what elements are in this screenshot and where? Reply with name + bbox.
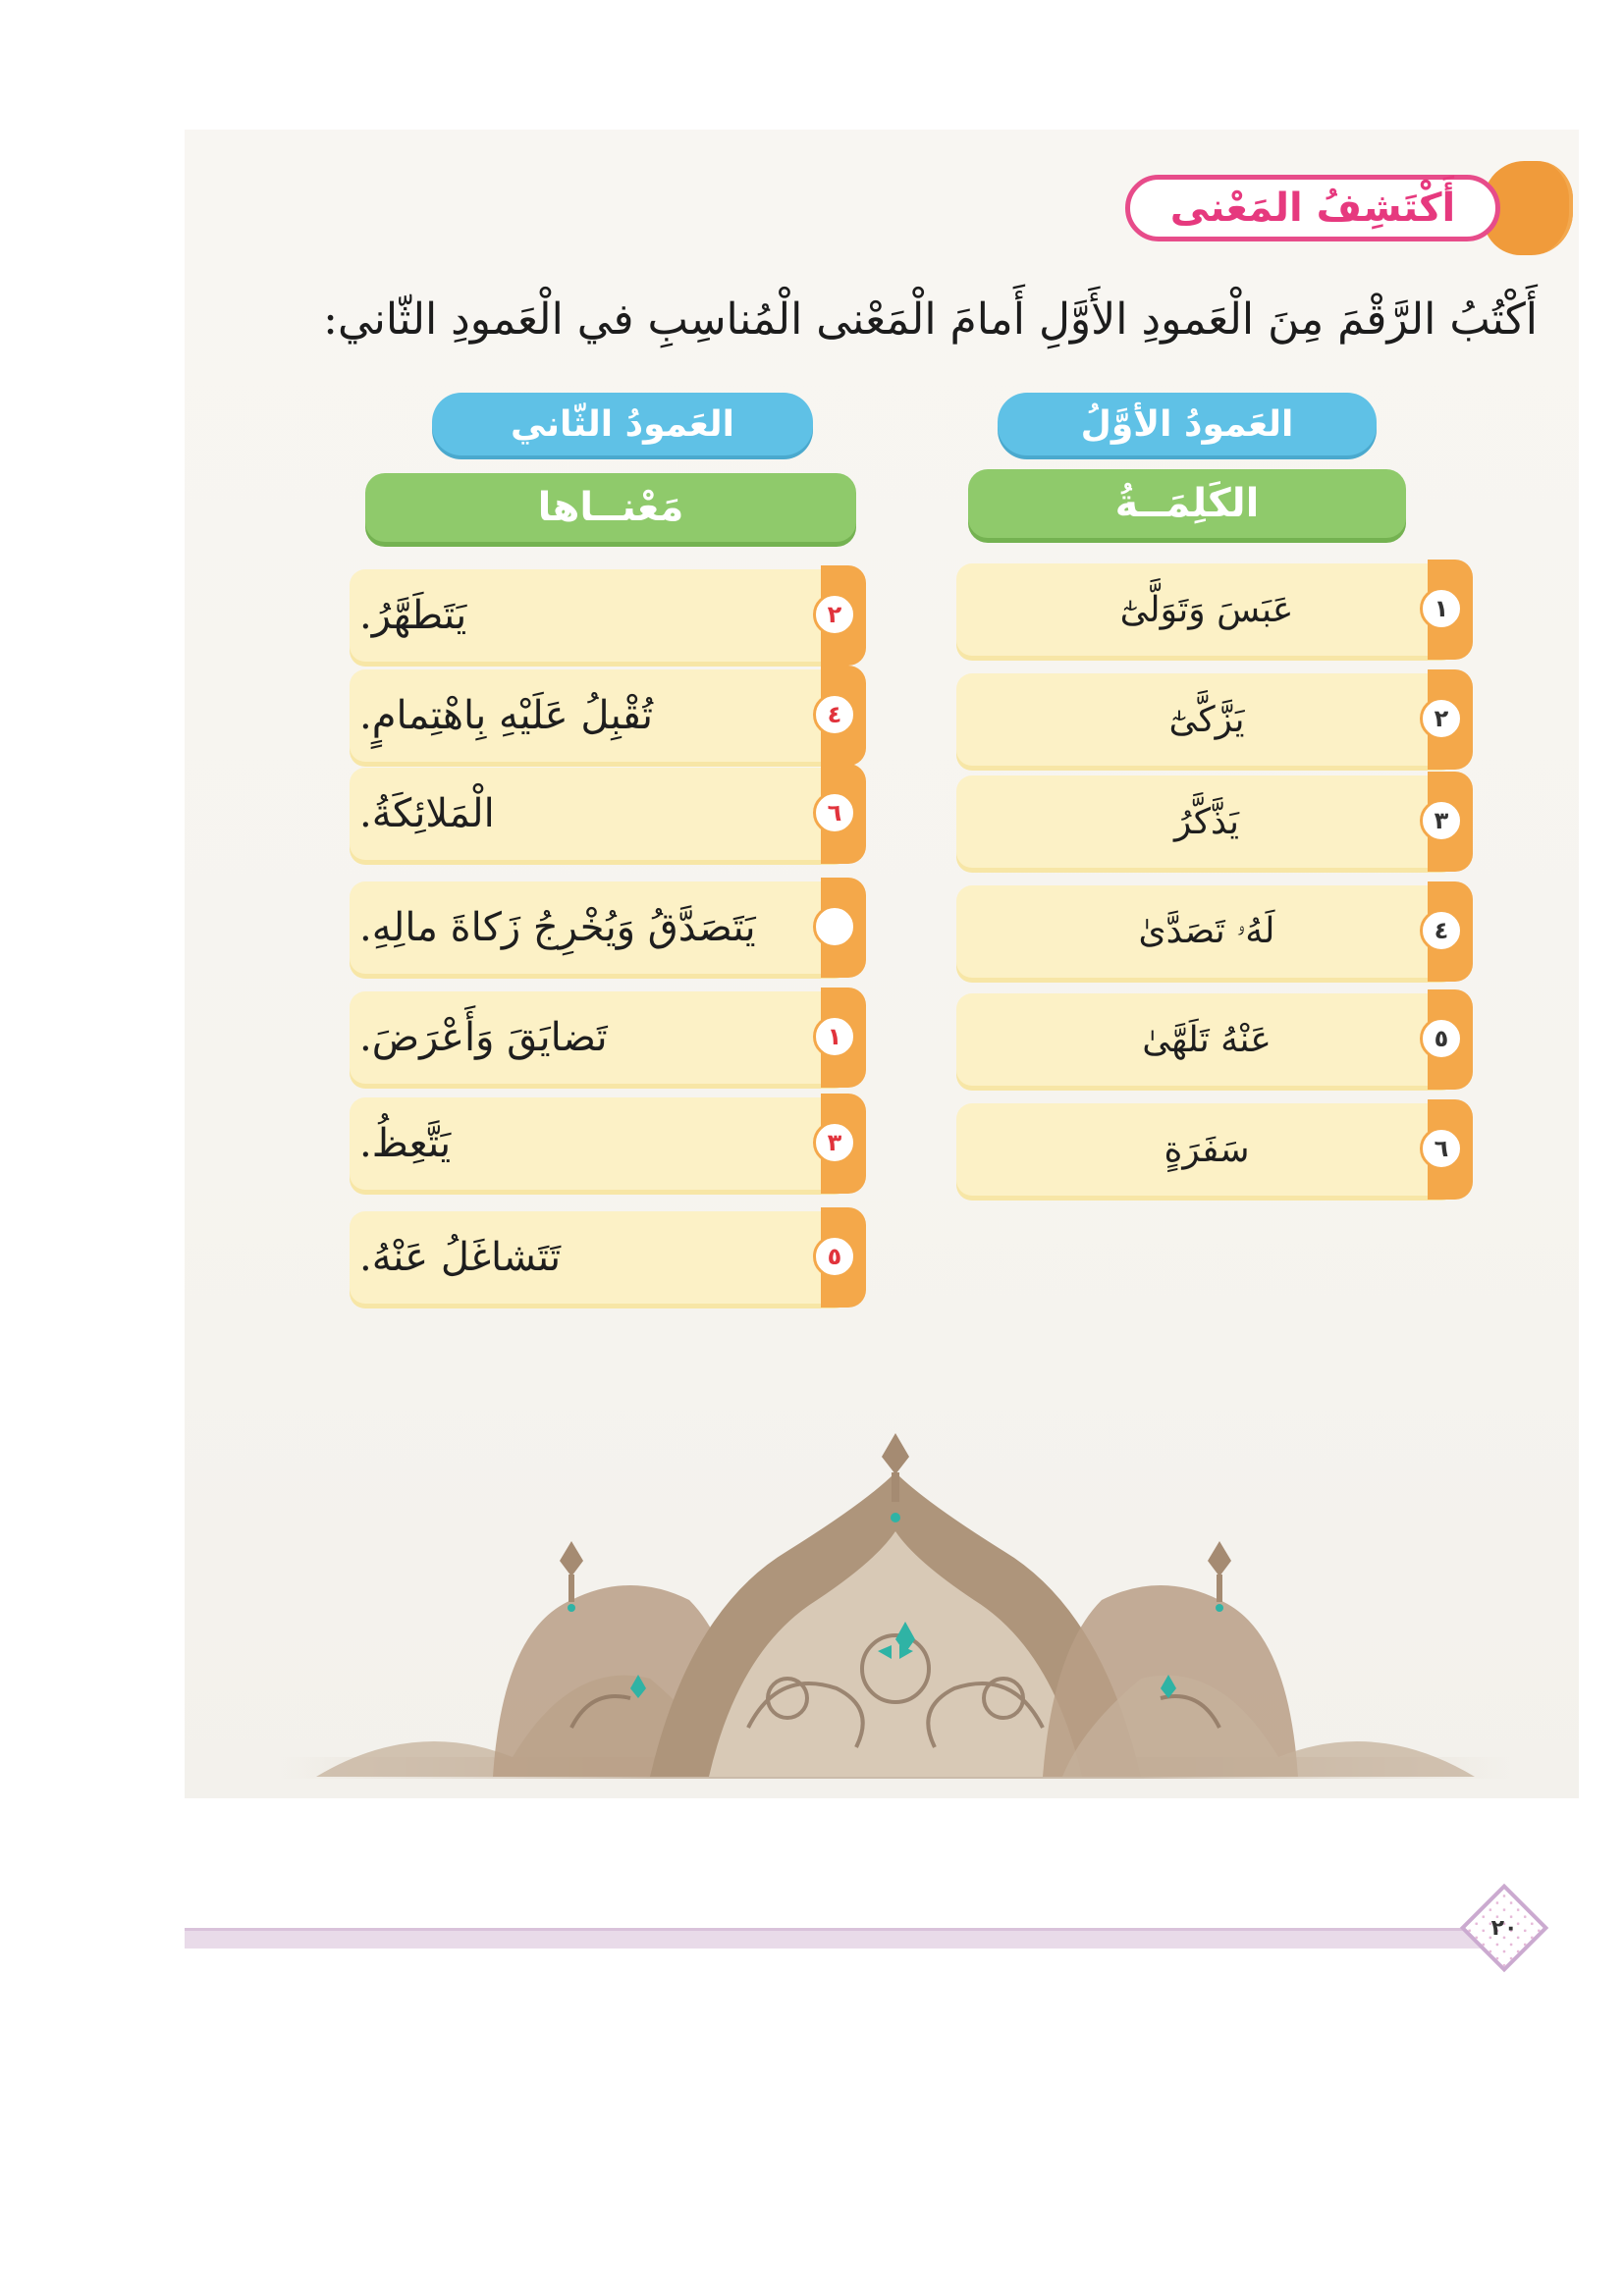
column1-row [956, 775, 1457, 868]
row-word: يَذَّكَّرُ [1174, 801, 1239, 842]
answer-number[interactable]: ٣ [813, 1121, 856, 1164]
column1-header: العَمودُ الأوَّلُ [998, 393, 1377, 455]
column2-row [350, 569, 850, 662]
title-pill [1125, 175, 1500, 241]
row-word: عَبَسَ وَتَوَلَّىٰٓ [1119, 589, 1294, 630]
row-number: ١ [1420, 587, 1463, 630]
row-number: ٢ [1420, 697, 1463, 740]
row-meaning: تَضايَقَ وَأَعْرَضَ. [359, 1015, 608, 1060]
column1-row [956, 1103, 1457, 1196]
arabesque-ornament [277, 1433, 1514, 1806]
row-meaning: يَتَطَهَّرُ. [359, 593, 467, 638]
column2-row [350, 1211, 850, 1304]
instruction-text: أَكْتُبُ الرَّقْمَ مِنَ الْعَمودِ الأَوَّلِ أَمامَ الْمَعْنى الْمُناسِبِ في الْعَمودِ الثّاني: [323, 294, 1538, 345]
row-word: لَهُۥ تَصَدَّىٰ [1138, 911, 1275, 951]
row-number: ٥ [1420, 1017, 1463, 1060]
row-number: ٣ [1420, 799, 1463, 842]
section-title [1111, 159, 1573, 257]
row-word: سَفَرَةٍ [1164, 1129, 1250, 1170]
column1-row [956, 885, 1457, 978]
column2-row [350, 1097, 850, 1190]
column2-row [350, 991, 850, 1084]
column1-row [956, 993, 1457, 1086]
row-word: عَنْهُ تَلَهَّىٰ [1142, 1019, 1272, 1060]
row-meaning: يَتَّعِظُ. [359, 1121, 452, 1166]
answer-number[interactable]: ٦ [813, 791, 856, 834]
column2-row [350, 881, 850, 974]
column2-header: العَمودُ الثّاني [432, 393, 813, 455]
column2-row [350, 768, 850, 860]
answer-number[interactable] [813, 905, 856, 948]
row-number: ٤ [1420, 909, 1463, 952]
row-word: يَزَّكَّىٰٓ [1168, 699, 1245, 740]
row-meaning: يَتَصَدَّقُ وَيُخْرِجُ زَكاةَ مالِهِ. [359, 905, 756, 950]
column2-row [350, 669, 850, 762]
answer-number[interactable]: ٤ [813, 693, 856, 736]
row-number: ٦ [1420, 1127, 1463, 1170]
column1-row [956, 563, 1457, 656]
row-meaning: تُقْبِلُ عَلَيْهِ بِاهْتِمامٍ. [359, 693, 654, 738]
footer-bar [185, 1928, 1490, 1949]
answer-number[interactable]: ١ [813, 1015, 856, 1058]
column1-subheader: الكَلِمَــةُ [968, 469, 1406, 538]
title-text: أَكْتَشِفُ المَعْنى [1169, 186, 1456, 231]
answer-number[interactable]: ٥ [813, 1235, 856, 1278]
row-meaning: الْمَلائِكَةُ. [359, 791, 495, 836]
column1-row [956, 673, 1457, 766]
row-meaning: تَتَشاغَلُ عَنْهُ. [359, 1235, 562, 1280]
answer-number[interactable]: ٢ [813, 593, 856, 636]
column2-subheader: مَعْنــاها [365, 473, 856, 542]
page-number: ٢٠ [1490, 1915, 1518, 1941]
